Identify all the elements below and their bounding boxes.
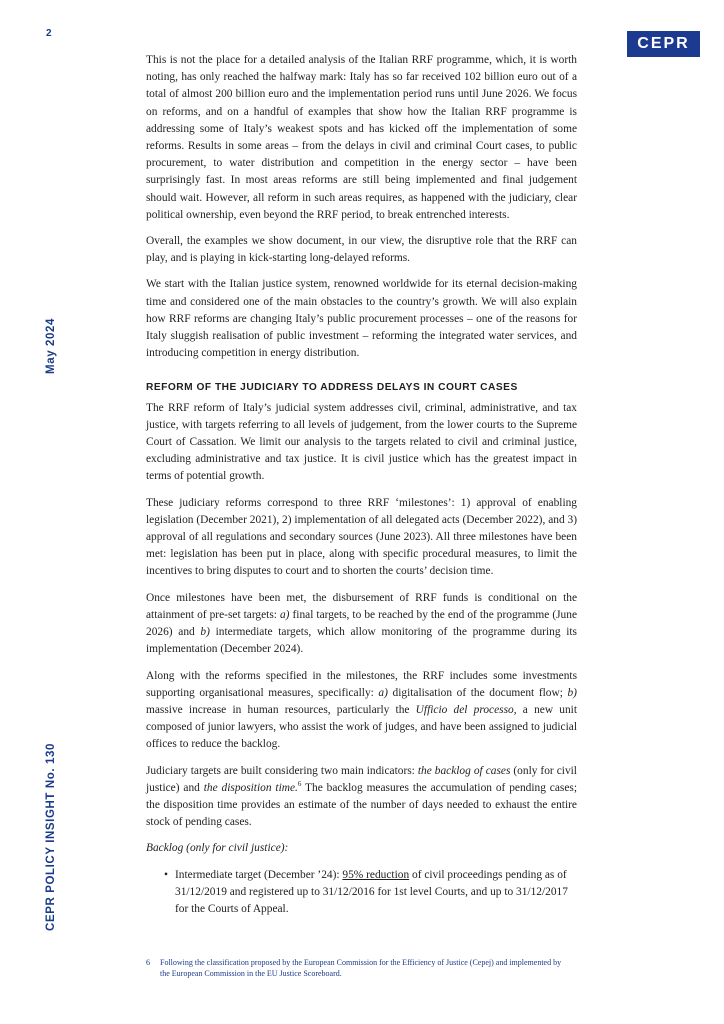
backlog-subheading: Backlog (only for civil justice): — [146, 842, 289, 855]
footnote-reference[interactable]: 6 — [297, 779, 302, 788]
paragraph-intro: This is not the place for a detailed analysis of the Italian RRF programme, which, it is worth noting, has only reached the halfway mark: Italy has so far received 102 billion euro out of a total of almost 200 billion euro and the implementation period runs until June 2026. We focus on reforms, and on a handful of examples that show how the Italian RRF programme is addressing some of Italy’s weakest spots and has kicked off the implementation of some reforms. Results in some areas – from the delays in civil and criminal Court cases, to public procurement, to water distribution and competition in the energy sector – have been surprisingly fast. In most areas reforms are still being implemented and final judgement should wait. However, all reform in such areas requires, as happened with the judiciary, clear political ownership, even beyond the RRF period, to break entrenched interests. — [146, 54, 577, 221]
list-item: • Intermediate target (December ’24): 95% reduction of civil proceedings pending as of 31/12/2019 and registered up to 31/12/2016 for 1st level Courts, and up to 31/12/2017 for the Courts of Appeal. — [164, 867, 577, 919]
footnote-text: Following the classification proposed by the European Commission for the Efficiency of Justice (Cepej) and implemented by the European Commission in the EU Justice Scoreboard. — [160, 958, 562, 978]
paragraph-indicators: Judiciary targets are built considering two main indicators: the backlog of cases (only for civil justice) and the disposition time.$^6$ The backlog measures the accumulation of pending cases; the disposition time provides an estimate of the number of days needed to exhaust the entire stock of pending cases. — [146, 764, 577, 829]
cepr-logo: CEPR — [627, 31, 700, 57]
section-heading: REFORM OF THE JUDICIARY TO ADDRESS DELAYS IN COURT CASES — [146, 382, 518, 394]
paragraph-judicial-reform: The RRF reform of Italy’s judicial system addresses civil, criminal, administrative, and tax justice, with targets referring to all levels of judgement, from the lower courts to the Supreme Court of Cassation. We limit our analysis to the targets related to civil and criminal justice, excluding administrative and tax justice. It is civil justice which has the greatest impact in terms of potential growth. — [146, 401, 577, 483]
paragraph-justice-intro: We start with the Italian justice system, renowned worldwide for its eternal decision-making time and considered one of the main obstacles to the country’s growth. We will also explain how RRF reforms are changing Italy’s public procurement processes – one of the reasons for Italy sluggish realisation of public investment – reforming the integrated water services, and introducing competition in energy distribution. — [146, 278, 577, 360]
paragraph-investments: Along with the reforms specified in the milestones, the RRF includes some investments supporting organisational measures, specifically: a) digitalisation of the document flow; b) massive increase in human resources, particularly the Ufficio del processo, a new unit composed of junior lawyers, who assist the work of judges, and have been assigned to judicial offices to reduce the backlog. — [146, 669, 577, 751]
paragraph-overall: Overall, the examples we show document, in our view, the disruptive role that the RRF can play, and is playing in kick-starting long-delayed reforms. — [146, 235, 577, 265]
target-list — [146, 867, 577, 919]
side-date-label: May 2024 — [45, 318, 57, 374]
paragraph-milestones: These judiciary reforms correspond to three RRF ‘milestones’: 1) approval of enabling legislation (December 2021), 2) implementation of all delegated acts (December 2022), and 3) approval of all regulations and secondary sources (June 2023). All three milestones have been met: legislation has been put in place, along with specific procedural measures, to limit the incentives to bring disputes to court and to shorten the courts’ decision time. — [146, 496, 577, 578]
footnote-number: 6 — [146, 958, 150, 967]
side-series-label: CEPR POLICY INSIGHT No. 130 — [45, 743, 57, 931]
paragraph-targets: Once milestones have been met, the disbursement of RRF funds is conditional on the attainment of pre-set targets: a) final targets, to be reached by the end of the programme (June 2026) and b) intermediate targets, which allow monitoring of the programme during its implementation (December 2024). — [146, 591, 577, 656]
page-number: 2 — [46, 28, 52, 39]
article-body — [146, 52, 577, 918]
footnote — [146, 957, 566, 979]
